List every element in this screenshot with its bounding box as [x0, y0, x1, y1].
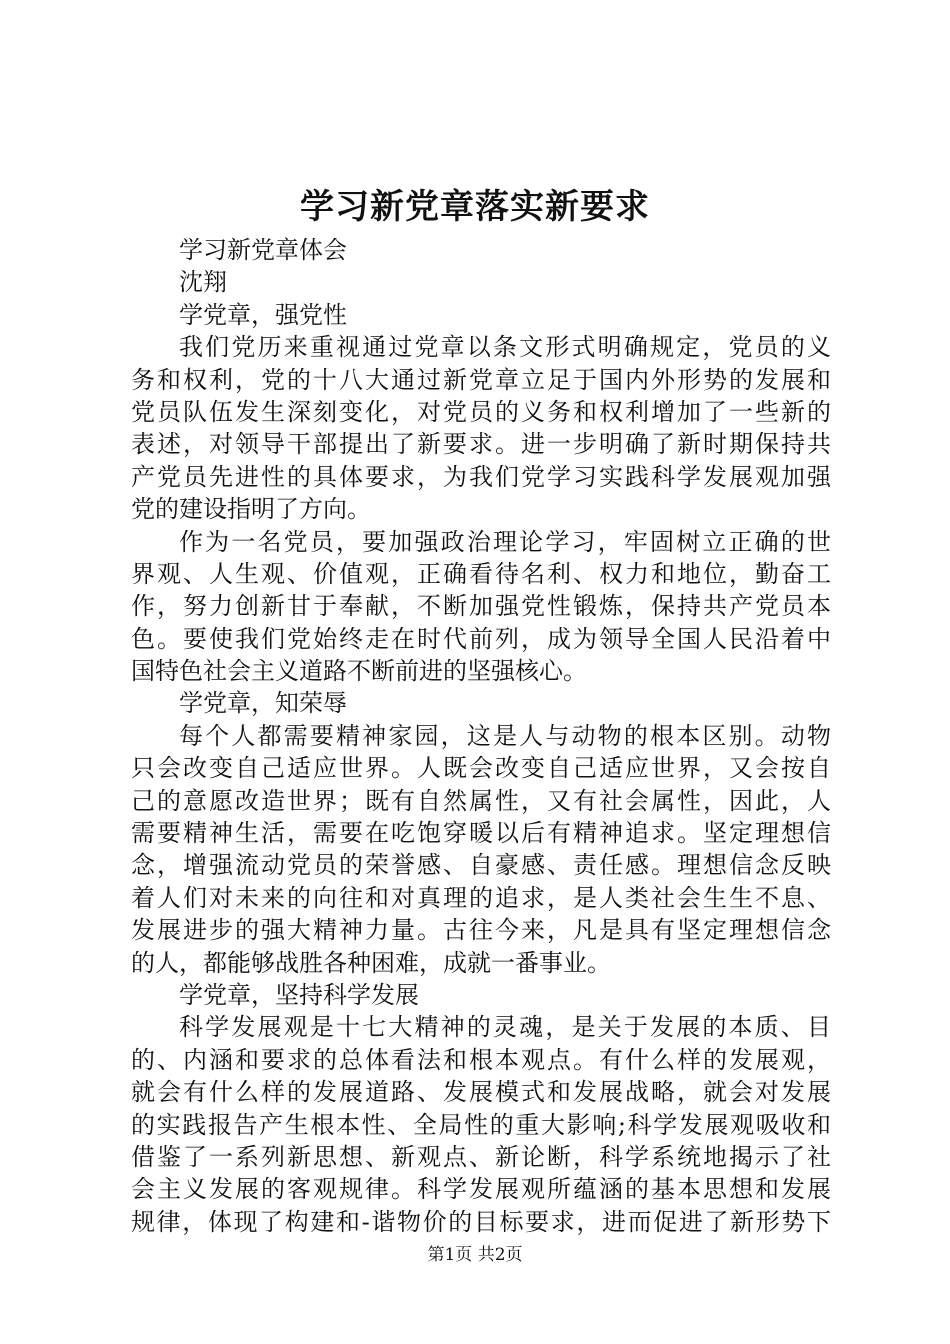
paragraph-line: 党的建设指明了方向。 — [131, 495, 371, 524]
paragraph-line: 只会改变自己适应世界。人既会改变自己适应世界，又会按自 — [131, 754, 831, 783]
paragraph-line: 借鉴了一系列新思想、新观点、新论断，科学系统地揭示了社 — [131, 1142, 831, 1171]
paragraph-line: 会主义发展的客观规律。科学发展观所蕴涵的基本思想和发展 — [131, 1175, 831, 1204]
paragraph-line: 务和权利，党的十八大通过新党章立足于国内外形势的发展和 — [131, 365, 831, 394]
paragraph-line: 己的意愿改造世界；既有自然属性，又有社会属性，因此，人 — [131, 786, 831, 815]
document-body — [131, 234, 831, 1238]
paragraph-line: 的人，都能够战胜各种困难，成就一番事业。 — [131, 948, 611, 977]
paragraph-line: 色。要使我们党始终走在时代前列，成为领导全国人民沿着中 — [131, 624, 831, 653]
author-line: 沈翔 — [179, 268, 227, 297]
section-heading: 学党章，知荣辱 — [179, 689, 347, 718]
paragraph-line: 就会有什么样的发展道路、发展模式和发展战略，就会对发展 — [131, 1078, 831, 1107]
paragraph-line: 作，努力创新甘于奉献，不断加强党性锻炼，保持共产党员本 — [131, 592, 831, 621]
document-title: 学习新党章落实新要求 — [300, 187, 650, 227]
section-heading: 学党章，强党性 — [179, 300, 347, 329]
paragraph-line: 着人们对未来的向往和对真理的追求，是人类社会生生不息、 — [131, 883, 831, 912]
section-heading: 学党章，坚持科学发展 — [179, 980, 419, 1009]
subtitle-line: 学习新党章体会 — [179, 236, 347, 264]
paragraph-line: 我们党历来重视通过党章以条文形式明确规定，党员的义 — [179, 333, 831, 362]
paragraph-line: 的实践报告产生根本性、全局性的重大影响;科学发展观吸收和 — [131, 1110, 831, 1139]
paragraph-line: 科学发展观是十七大精神的灵魂，是关于发展的本质、目 — [179, 1013, 831, 1042]
paragraph-line: 作为一名党员，要加强政治理论学习，牢固树立正确的世 — [179, 527, 831, 556]
paragraph-line: 表述，对领导干部提出了新要求。进一步明确了新时期保持共 — [131, 430, 831, 459]
paragraph-line: 念，增强流动党员的荣誉感、自豪感、责任感。理想信念反映 — [131, 851, 831, 880]
paragraph-line: 需要精神生活，需要在吃饱穿暖以后有精神追求。坚定理想信 — [131, 819, 831, 848]
page-number: 第1页 共2页 — [427, 1245, 523, 1265]
paragraph-line: 发展进步的强大精神力量。古往今来，凡是具有坚定理想信念 — [131, 916, 831, 945]
paragraph-line: 国特色社会主义道路不断前进的坚强核心。 — [131, 657, 587, 686]
paragraph-line: 的、内涵和要求的总体看法和根本观点。有什么样的发展观， — [131, 1045, 831, 1074]
paragraph-line: 规律，体现了构建和-谐物价的目标要求，进而促进了新形势下 — [131, 1207, 831, 1236]
paragraph-line: 产党员先进性的具体要求，为我们党学习实践科学发展观加强 — [131, 462, 831, 491]
paragraph-line: 党员队伍发生深刻变化，对党员的义务和权利增加了一些新的 — [131, 397, 831, 426]
paragraph-line: 界观、人生观、价值观，正确看待名利、权力和地位，勤奋工 — [131, 559, 831, 588]
paragraph-line: 每个人都需要精神家园，这是人与动物的根本区别。动物 — [179, 721, 831, 750]
